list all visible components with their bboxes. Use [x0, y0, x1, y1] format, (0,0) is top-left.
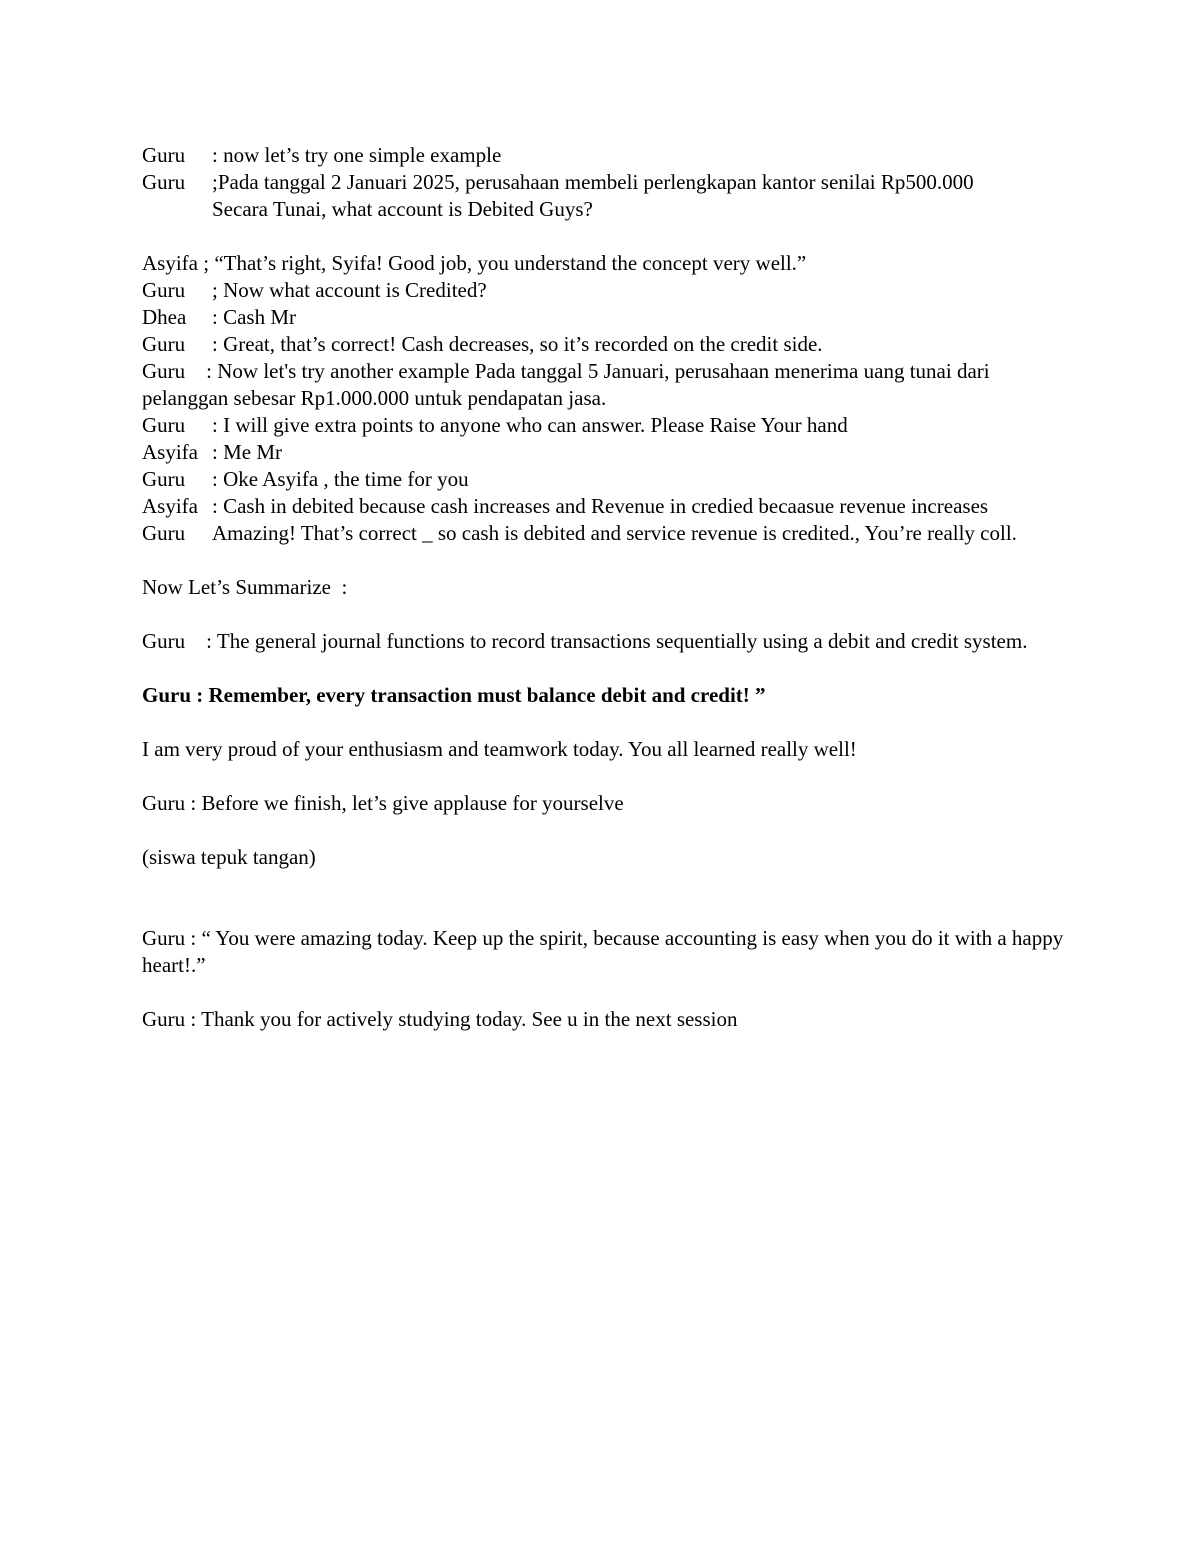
- applause-line: Guru : Before we finish, let’s give applause for yourselve: [142, 791, 624, 815]
- stage-direction: (siswa tepuk tangan): [142, 845, 316, 869]
- speaker-name: Guru: [142, 143, 186, 167]
- closing-quote: Guru : “ You were amazing today. Keep up the spirit, because accounting is easy when you do it with a happy heart!.”: [142, 926, 1064, 977]
- speaker-name: Asyifa: [142, 494, 198, 518]
- dialogue-text: : now let’s try one simple example: [212, 143, 502, 167]
- spacer: [142, 223, 1067, 250]
- dialogue-line: [142, 439, 1067, 466]
- dialogue-line: [142, 466, 1067, 493]
- spacer: [142, 817, 1067, 844]
- speaker-name: Guru: [142, 278, 186, 302]
- proud-statement: I am very proud of your enthusiasm and teamwork today. You all learned really well!: [142, 737, 857, 761]
- dialogue-line: [142, 331, 1067, 358]
- dialogue-text: : Cash Mr: [212, 305, 296, 329]
- dialogue-text: : Me Mr: [212, 440, 282, 464]
- spacer: [142, 979, 1067, 1006]
- dialogue-text: : I will give extra points to anyone who can answer. Please Raise Your hand: [212, 413, 848, 437]
- spacer: [142, 655, 1067, 682]
- speaker-name: Asyifa: [142, 440, 198, 464]
- dialogue-line: [142, 169, 1067, 223]
- dialogue-text: Amazing! That’s correct _ so cash is debited and service revenue is credited., You’re really coll.: [212, 521, 1017, 545]
- spacer: [142, 601, 1067, 628]
- dialogue-text: : Oke Asyifa , the time for you: [212, 467, 469, 491]
- dialogue-line: [142, 277, 1067, 304]
- speaker-name: Dhea: [142, 305, 187, 329]
- dialogue-text: ;Pada tanggal 2 Januari 2025, perusahaan membeli perlengkapan kantor senilai Rp500.000 Secara Tunai, what account is Debited Guys?: [212, 170, 974, 221]
- spacer: [142, 763, 1067, 790]
- dialogue-line: [142, 493, 1067, 520]
- dialogue-line: [142, 142, 1067, 169]
- speaker-name: Guru: [142, 521, 186, 545]
- document-body: [142, 142, 1067, 1033]
- thanks-line: Guru : Thank you for actively studying today. See u in the next session: [142, 1007, 738, 1031]
- dialogue-line: Asyifa ; “That’s right, Syifa! Good job, you understand the concept very well.”: [142, 251, 807, 275]
- dialogue-line: [142, 412, 1067, 439]
- spacer: [142, 871, 1067, 925]
- dialogue-text: ; Now what account is Credited?: [212, 278, 487, 302]
- spacer: [142, 547, 1067, 574]
- speaker-name: Guru: [142, 413, 186, 437]
- spacer: [142, 709, 1067, 736]
- speaker-name: Guru: [142, 332, 186, 356]
- summary-heading: Now Let’s Summarize :: [142, 575, 348, 599]
- speaker-name: Guru: [142, 170, 186, 194]
- dialogue-text: : Great, that’s correct! Cash decreases, so it’s recorded on the credit side.: [212, 332, 823, 356]
- dialogue-line: [142, 304, 1067, 331]
- dialogue-line: [142, 520, 1067, 547]
- summary-text: Guru : The general journal functions to record transactions sequentially using a debit and credit system.: [142, 629, 1028, 653]
- dialogue-line: Guru : Now let's try another example Pada tanggal 5 Januari, perusahaan menerima uang tunai dari pelanggan sebesar Rp1.000.000 untuk pendapatan jasa.: [142, 359, 995, 410]
- remember-statement: Guru : Remember, every transaction must balance debit and credit! ”: [142, 683, 766, 707]
- dialogue-text: : Cash in debited because cash increases and Revenue in credied becaasue revenue increases: [212, 494, 989, 518]
- speaker-name: Guru: [142, 467, 186, 491]
